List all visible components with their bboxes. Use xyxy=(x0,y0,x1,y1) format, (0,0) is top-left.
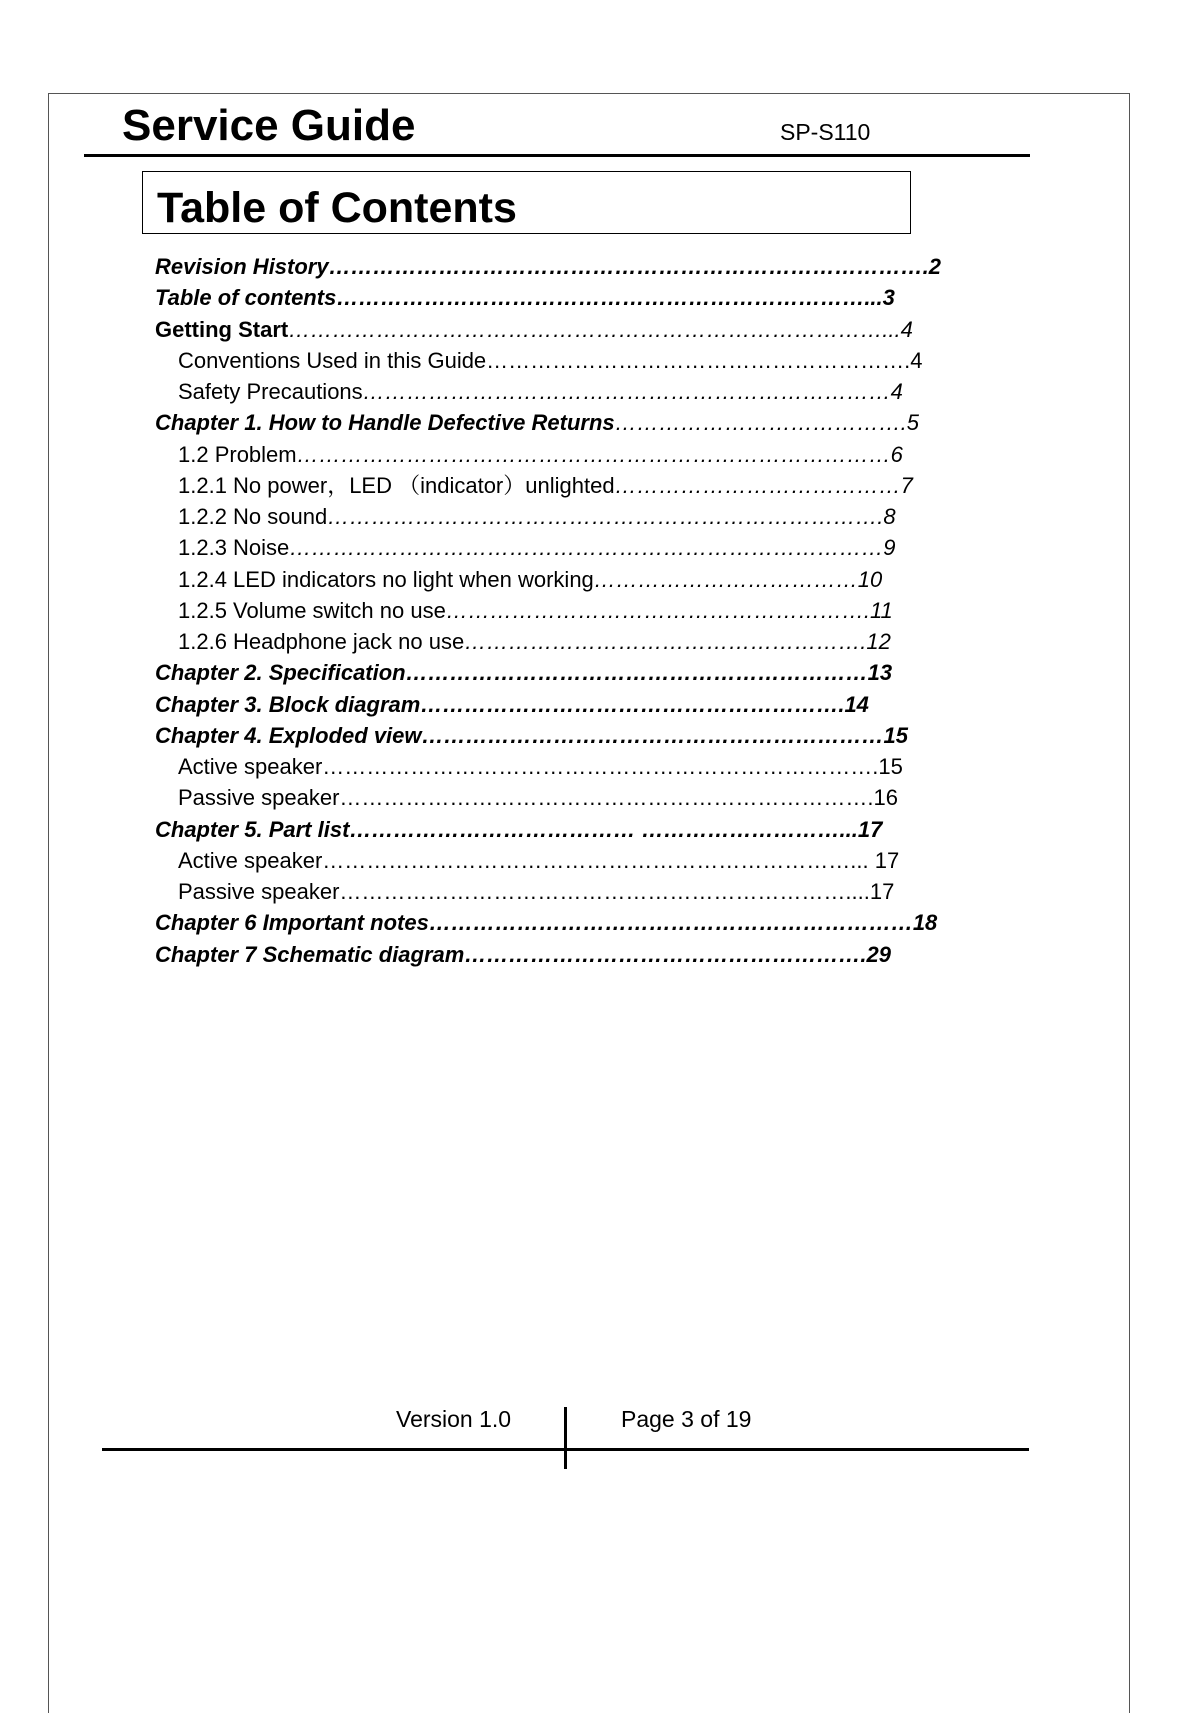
toc-list xyxy=(155,251,958,970)
toc-entry-1-2-4[interactable] xyxy=(155,564,958,595)
toc-entry-leader: ………………………………………………………………. xyxy=(339,785,874,811)
toc-entry-leader: ……………………………………………………………………… xyxy=(296,441,891,467)
toc-entry-chapter-5[interactable] xyxy=(155,814,958,845)
toc-entry-label: Chapter 5. Part list xyxy=(155,816,350,842)
toc-entry-leader: ………………………………………………. xyxy=(464,941,867,967)
footer-rule xyxy=(102,1448,1029,1451)
toc-entry-chapter-7[interactable] xyxy=(155,939,958,970)
toc-entry-leader: ………………………………………………………………... xyxy=(322,847,875,873)
toc-entry-label: 1.2.6 Headphone jack no use xyxy=(178,629,465,654)
toc-entry-label: Chapter 6 Important notes xyxy=(155,910,429,936)
toc-entry-page: 16 xyxy=(873,785,899,811)
toc-entry-part-list-active-speaker[interactable] xyxy=(155,845,958,876)
toc-entry-label: Active speaker xyxy=(178,754,323,779)
toc-entry-page: 4 xyxy=(900,316,913,342)
toc-entry-leader: …………………………………………………. xyxy=(420,691,845,717)
toc-entry-page: 9 xyxy=(883,535,896,561)
toc-entry-page: 11 xyxy=(869,597,893,623)
toc-entry-leader: ………………………………… ………………………... xyxy=(349,816,858,842)
toc-entry-leader: …………………………………………………. xyxy=(445,597,870,623)
toc-entry-page: 13 xyxy=(867,660,893,686)
toc-entry-label: 1.2.2 No sound xyxy=(178,504,328,529)
toc-entry-leader: …………………………………………………………….... xyxy=(339,879,870,904)
toc-entry-page: 5 xyxy=(906,410,920,436)
toc-entry-active-speaker[interactable] xyxy=(155,751,958,782)
toc-entry-leader: …………………………………………………………………. xyxy=(327,504,884,529)
toc-entry-chapter-6[interactable] xyxy=(155,907,958,938)
toc-entry-label: Passive speaker xyxy=(178,879,340,904)
document-title: Service Guide xyxy=(122,101,416,150)
toc-entry-leader: ……………………………………………………………… xyxy=(362,379,891,404)
toc-entry-1-2-2[interactable] xyxy=(155,501,958,532)
toc-entry-label: 1.2.5 Volume switch no use xyxy=(178,597,446,623)
header-rule xyxy=(84,154,1030,157)
toc-entry-leader: ……………………………………………………… xyxy=(421,722,884,748)
toc-entry-page: 8 xyxy=(883,504,896,529)
toc-entry-chapter-4[interactable] xyxy=(155,720,958,751)
toc-entry-page: 14 xyxy=(844,691,869,717)
model-number: SP-S110 xyxy=(780,119,871,145)
toc-entry-label: 1.2.1 No power，LED （indicator）unlighted xyxy=(178,472,615,498)
toc-entry-page: 17 xyxy=(874,847,900,873)
toc-entry-page: 15 xyxy=(878,754,903,779)
toc-entry-safety-precautions[interactable] xyxy=(155,376,958,407)
toc-entry-1-2-1[interactable] xyxy=(155,470,958,501)
toc-entry-page: 18 xyxy=(912,910,938,936)
toc-entry-label: Chapter 4. Exploded view xyxy=(155,722,422,748)
toc-entry-getting-start[interactable] xyxy=(155,314,958,345)
toc-entry-leader: ……………………………………………………… xyxy=(405,660,868,686)
footer-divider xyxy=(564,1407,567,1469)
footer-page-number: Page 3 of 19 xyxy=(621,1406,752,1432)
toc-entry-page: 12 xyxy=(866,629,891,654)
toc-entry-1-2-6[interactable] xyxy=(155,626,958,657)
toc-entry-page: 7 xyxy=(900,472,913,498)
toc-entry-label: Chapter 3. Block diagram xyxy=(155,691,421,717)
toc-heading-box xyxy=(142,171,911,234)
toc-entry-label: 1.2.4 LED indicators no light when working xyxy=(178,566,594,592)
toc-entry-1-2-5[interactable] xyxy=(155,595,958,626)
toc-entry-chapter-1[interactable] xyxy=(155,407,958,438)
toc-entry-leader: ………………………………………………………… xyxy=(428,910,913,936)
toc-entry-passive-speaker[interactable] xyxy=(155,782,958,813)
toc-entry-leader: …………………………………………………. xyxy=(486,347,911,373)
toc-entry-conventions[interactable] xyxy=(155,345,958,376)
toc-heading: Table of Contents xyxy=(157,184,517,232)
toc-entry-1-2-3[interactable] xyxy=(155,532,958,563)
toc-entry-leader: …………………………………………………………………. xyxy=(322,754,879,779)
toc-entry-page: 15 xyxy=(883,722,908,748)
toc-entry-page: 10 xyxy=(857,566,883,592)
toc-entry-part-list-passive-speaker[interactable] xyxy=(155,876,958,907)
toc-entry-label: 1.2.3 Noise xyxy=(178,535,290,561)
toc-entry-label: Getting Start xyxy=(155,316,289,342)
toc-entry-leader: ………………………………………………………………... xyxy=(336,285,883,311)
toc-entry-leader: ………………………………………………. xyxy=(464,629,867,654)
toc-entry-label: Chapter 7 Schematic diagram xyxy=(155,941,465,967)
toc-entry-label: Table of contents xyxy=(155,285,337,311)
toc-entry-page: 17 xyxy=(869,879,895,904)
toc-entry-label: Chapter 1. How to Handle Defective Returns xyxy=(155,410,615,436)
toc-entry-leader: ………………………………………………………………………... xyxy=(288,316,901,342)
toc-entry-leader: ………………………………………………………………………. xyxy=(328,254,929,279)
toc-entry-leader: ………………………………… xyxy=(614,472,901,498)
toc-entry-label: Conventions Used in this Guide xyxy=(178,347,487,373)
toc-entry-label: Active speaker xyxy=(178,847,323,873)
toc-entry-table-of-contents[interactable] xyxy=(155,282,958,313)
toc-entry-chapter-2[interactable] xyxy=(155,657,958,688)
toc-entry-leader: ……………………………………………………………………… xyxy=(289,535,884,561)
toc-entry-revision-history[interactable] xyxy=(155,251,958,282)
toc-entry-page: 29 xyxy=(866,941,891,967)
footer-version: Version 1.0 xyxy=(396,1406,512,1432)
toc-entry-page: 2 xyxy=(928,254,941,279)
toc-entry-label: 1.2 Problem xyxy=(178,441,297,467)
toc-entry-page: 17 xyxy=(857,816,883,842)
toc-entry-page: 4 xyxy=(910,347,923,373)
toc-entry-leader: ……………………………… xyxy=(593,566,858,592)
toc-entry-page: 3 xyxy=(882,285,895,311)
toc-entry-page: 4 xyxy=(890,379,903,404)
toc-entry-leader: …………………………………. xyxy=(614,410,907,436)
toc-entry-label: Safety Precautions xyxy=(178,379,363,404)
toc-entry-label: Revision History xyxy=(155,254,329,279)
toc-entry-chapter-3[interactable] xyxy=(155,689,958,720)
toc-entry-label: Passive speaker xyxy=(178,785,340,811)
toc-entry-page: 6 xyxy=(890,441,903,467)
toc-entry-1-2[interactable] xyxy=(155,439,958,470)
toc-entry-label: Chapter 2. Specification xyxy=(155,660,406,686)
